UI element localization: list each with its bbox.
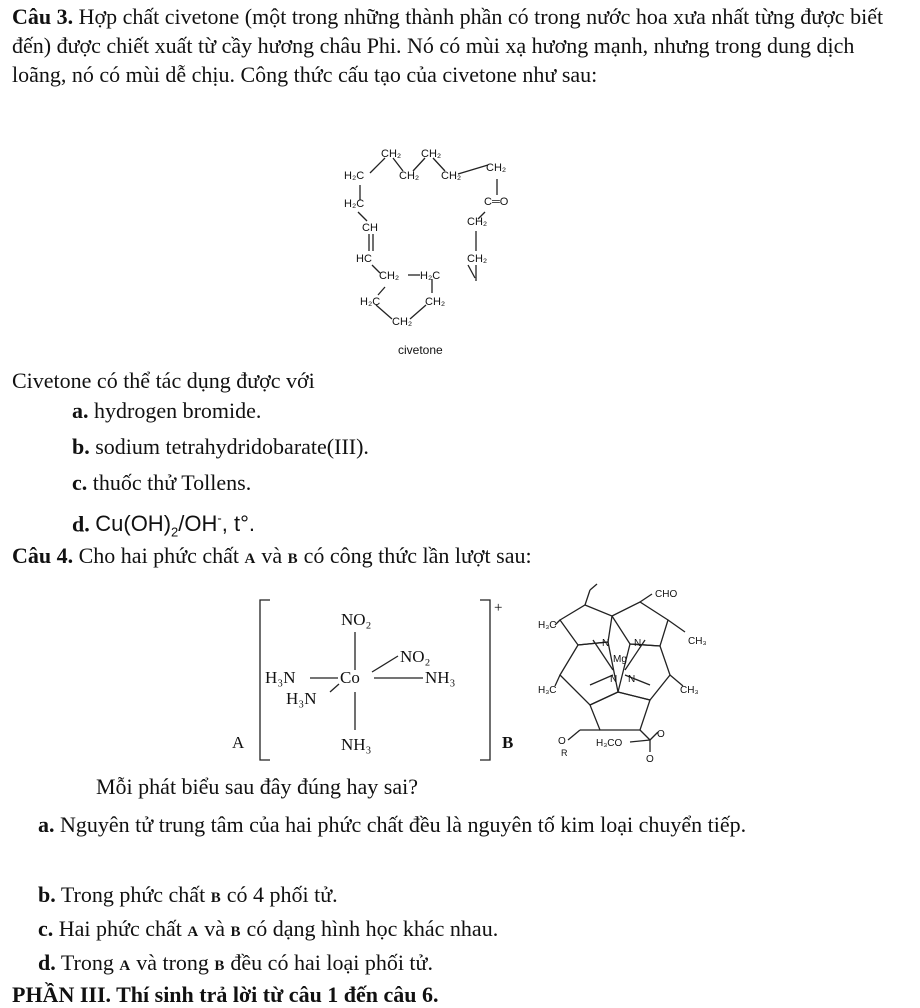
group-r: R <box>561 748 568 758</box>
ch2-right-2: CH₂ <box>467 253 488 265</box>
ligand-nh3-bottom: NH₃ <box>341 735 372 754</box>
group-oxo: O <box>558 736 566 747</box>
ligand-no2-top: NO₂ <box>341 610 372 629</box>
ligand-nh3-right: NH₃ <box>425 668 456 687</box>
group-h3c-top: H₃C <box>538 620 557 631</box>
metal-co: Co <box>340 668 360 687</box>
h2c-bottom-left: H₂C <box>360 296 381 308</box>
q3-stem-text: Civetone có thể tác dụng được với <box>12 368 315 393</box>
statement-b-after: có 4 phối tử. <box>226 882 338 907</box>
q3-option-d-formula <box>95 511 255 540</box>
part3-heading-text: PHẦN III. Thí sinh trả lời từ câu 1 đến câu 6. <box>12 982 439 1007</box>
carbonyl: C═O <box>484 196 509 208</box>
q4-statement-a <box>38 810 898 839</box>
statement-a-label: a. <box>38 812 55 837</box>
statement-d-label: d. <box>38 950 56 975</box>
statement-c-mid: và <box>204 916 225 941</box>
q4-statement-d <box>38 950 433 979</box>
q3-option-c-label: c. <box>72 470 88 495</box>
statement-c-label: c. <box>38 916 54 941</box>
statement-d-letter-a: A <box>119 958 131 974</box>
statement-b-letter: B <box>210 890 222 906</box>
formula-sup: - <box>217 511 222 526</box>
statement-a-text: Nguyên tử trung tâm của hai phức chất đều là nguyên tố kim loại chuyển tiếp. <box>60 812 747 837</box>
q3-option-a <box>72 398 261 424</box>
q3-intro <box>12 2 912 89</box>
statement-c-letter-a: A <box>187 924 199 940</box>
formula-rest: /OH <box>178 511 218 537</box>
q4-label: Câu 4. <box>12 543 74 568</box>
statement-c-before: Hai phức chất <box>58 916 182 941</box>
q3-option-c-text: thuốc thử Tollens. <box>92 470 252 495</box>
ch2-top-3: CH₂ <box>399 170 420 182</box>
complex-a-charge: + <box>494 600 503 616</box>
statement-c-after: có dạng hình học khác nhau. <box>246 916 499 941</box>
group-ester: H₃CO <box>596 738 623 749</box>
n-2: N <box>634 638 642 649</box>
group-ch3-right: CH₃ <box>688 636 707 647</box>
statement-d-mid: và trong <box>136 950 209 975</box>
complex-b-structure <box>500 580 730 765</box>
hc-alkene: HC <box>356 253 372 265</box>
h2c-bottom: H₂C <box>420 270 441 282</box>
q4-statement-b <box>38 882 338 911</box>
group-ch3-mid: CH₃ <box>680 685 699 696</box>
part3-heading <box>12 982 439 1008</box>
q3-option-a-text: hydrogen bromide. <box>94 398 262 423</box>
q3-intro-text: Hợp chất civetone (một trong những thành phần có trong nước hoa xưa nhất từng được biết đến) được chiết xuất từ cầy hương châu Phi. Nó có mùi xạ hương mạnh, nhưng trong dung dịch loãng, nó có mùi dễ chịu. Công thức cấu tạo của civetone như sau: <box>12 4 884 87</box>
formula-end: , t°. <box>221 511 255 537</box>
q4-intro-after: có công thức lần lượt sau: <box>303 543 532 568</box>
q3-stem <box>12 368 315 394</box>
complex-b-label: B <box>502 733 514 752</box>
statement-d-before: Trong <box>60 950 114 975</box>
complex-a-label: A <box>232 733 245 752</box>
ch-alkene: CH <box>362 222 378 234</box>
q4-prompt <box>96 774 418 800</box>
q4-statement-c <box>38 916 498 945</box>
q3-option-c <box>72 470 251 496</box>
ch2-top-1: CH₂ <box>381 148 402 160</box>
q4-intro <box>12 543 532 572</box>
h2c-top-left: H₂C <box>344 170 365 182</box>
statement-d-letter-b: B <box>214 958 225 974</box>
q4-intro-before: Cho hai phức chất <box>78 543 240 568</box>
metal-mg: Mg <box>613 654 627 665</box>
q4-and: và <box>261 543 283 568</box>
ch2-top-right: CH₂ <box>486 162 507 174</box>
formula-sub: 2 <box>171 524 179 540</box>
complex-a-structure <box>232 580 520 765</box>
q4-prompt-text: Mỗi phát biểu sau đây đúng hay sai? <box>96 774 418 799</box>
group-o1: O <box>657 729 665 740</box>
q3-label: Câu 3. <box>12 4 74 29</box>
statement-b-label: b. <box>38 882 56 907</box>
n-3: N <box>610 674 618 685</box>
ch2-bottom-1: CH₂ <box>379 270 400 282</box>
formula-main: Cu(OH) <box>95 511 172 537</box>
h2c-left: H₂C <box>344 198 365 210</box>
ch2-bottom: CH₂ <box>392 316 413 328</box>
q3-option-a-label: a. <box>72 398 89 423</box>
q4-letter-b: B <box>287 551 299 567</box>
ligand-no2-right: NO₂ <box>400 647 431 666</box>
ligand-h3n-left-up: H₃N <box>265 668 296 687</box>
q3-option-d <box>72 506 255 546</box>
q3-option-b-text: sodium tetrahydridobarate(III). <box>95 434 369 459</box>
ch2-bottom-right: CH₂ <box>425 296 446 308</box>
q4-letter-a: A <box>244 551 256 567</box>
ligand-h3n-left: H₃N <box>286 689 317 708</box>
group-cho: CHO <box>655 589 678 600</box>
group-h3c-mid: H₃C <box>538 685 557 696</box>
q3-option-d-label: d. <box>72 511 90 537</box>
statement-b-before: Trong phức chất <box>60 882 206 907</box>
ch2-top-2: CH₂ <box>421 148 442 160</box>
statement-d-after: đều có hai loại phối tử. <box>230 950 433 975</box>
ch2-right-1: CH₂ <box>467 216 488 228</box>
q3-option-b <box>72 434 369 460</box>
ch2-top-4: CH₂ <box>441 170 462 182</box>
civetone-caption: civetone <box>398 343 443 357</box>
group-o2: O <box>646 754 654 765</box>
n-1: N <box>602 638 610 649</box>
n-4: N <box>628 674 636 685</box>
statement-c-letter-b: B <box>230 924 241 940</box>
q3-option-b-label: b. <box>72 434 90 459</box>
